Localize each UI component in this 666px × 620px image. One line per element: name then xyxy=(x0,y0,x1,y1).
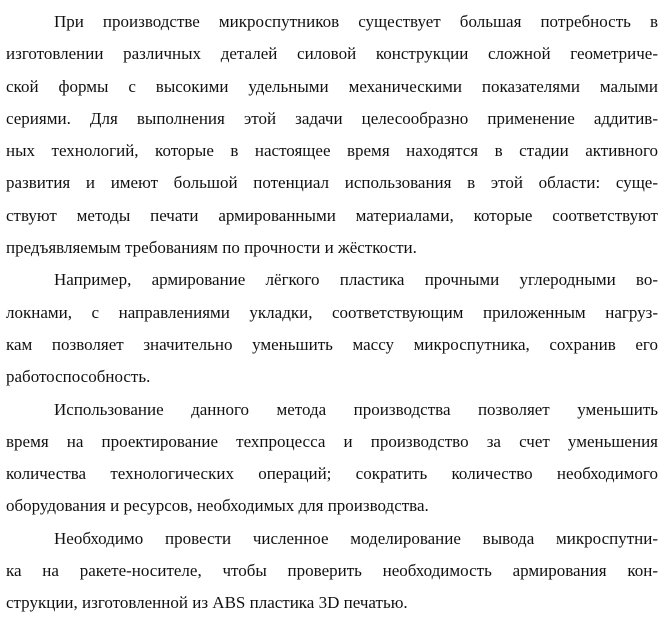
text-line: развития и имеют большой потенциал использования в этой области: суще- xyxy=(6,173,658,193)
text-line: ка на ракете-носителе, чтобы проверить необходимость армирования кон- xyxy=(6,561,658,581)
text-line: количества технологических операций; сократить количество необходимого xyxy=(6,464,658,484)
text-line: При производстве микроспутников существует большая потребность в xyxy=(54,12,658,31)
text-line: ствуют методы печати армированными материалами, которые соответствуют xyxy=(6,205,658,225)
text-line: изготовлении различных деталей силовой конструкции сложной геометриче- xyxy=(6,44,658,64)
text-line: Необходимо провести численное моделирование вывода микроспутни- xyxy=(54,528,658,548)
text-line: оборудования и ресурсов, необходимых для производства. xyxy=(6,496,429,516)
paragraph-3 xyxy=(6,394,658,523)
text-line: струкции, изготовленной из ABS пластика 3D печатью. xyxy=(6,593,408,613)
text-line: Использование данного метода производства позволяет уменьшить xyxy=(54,399,658,419)
text-line: предъявляемым требованиям по прочности и жёсткости. xyxy=(6,238,417,258)
paragraph-4 xyxy=(6,523,658,620)
text-line: ской формы с высокими удельными механическими показателями малыми xyxy=(6,76,658,96)
text-line: локнами, с направлениями укладки, соответствующим приложенным нагруз- xyxy=(6,302,658,322)
paragraph-2 xyxy=(6,264,658,393)
text-line: время на проектирование техпроцесса и производство за счет уменьшения xyxy=(6,431,658,451)
text-line: ных технологий, которые в настоящее время находятся в стадии активного xyxy=(6,141,658,161)
text-line: кам позволяет значительно уменьшить массу микроспутника, сохранив его xyxy=(6,334,658,354)
text-line: Например, армирование лёгкого пластика прочными углеродными во- xyxy=(54,270,658,290)
text-line: сериями. Для выполнения этой задачи целесообразно применение аддитив- xyxy=(6,108,658,128)
text-line: работоспособность. xyxy=(6,367,151,387)
paragraph-1 xyxy=(6,0,658,264)
